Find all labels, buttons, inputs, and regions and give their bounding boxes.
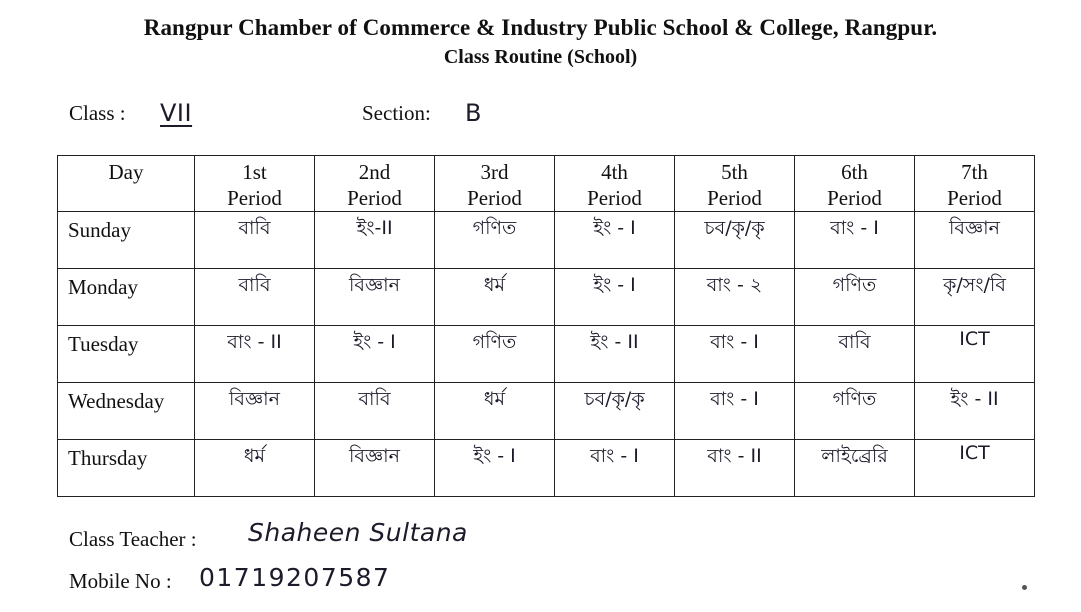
period-cell: ইং - II: [915, 383, 1035, 440]
section-label: Section:: [362, 101, 431, 125]
class-teacher-label: Class Teacher :: [69, 527, 197, 551]
day-cell: Wednesday: [58, 383, 195, 440]
period-cell: বাং - I: [675, 326, 795, 383]
period-cell: ICT: [915, 440, 1035, 497]
period-cell: গণিত: [435, 326, 555, 383]
column-header-line2: Period: [227, 186, 282, 210]
column-header-period-1: [195, 156, 315, 212]
column-header-line2: Period: [827, 186, 882, 210]
column-header-line1: 3rd: [480, 160, 509, 184]
column-header-line1: 2nd: [358, 160, 391, 184]
column-header-line1: 6th: [841, 160, 868, 184]
day-cell: Sunday: [58, 212, 195, 269]
period-cell: বাং - I: [675, 383, 795, 440]
period-cell: ধর্ম: [195, 440, 315, 497]
column-header-line1: Day: [108, 160, 144, 184]
column-header-period-2: [315, 156, 435, 212]
period-cell: গণিত: [435, 212, 555, 269]
routine-table: [57, 155, 1035, 497]
period-cell: গণিত: [795, 383, 915, 440]
period-cell: বাবি: [195, 212, 315, 269]
period-cell: ICT: [915, 326, 1035, 383]
table-row: [58, 383, 1035, 440]
table-row: [58, 212, 1035, 269]
period-cell: বাং - I: [795, 212, 915, 269]
column-header-line1: 5th: [721, 160, 748, 184]
column-header-period-6: [795, 156, 915, 212]
column-header-period-3: [435, 156, 555, 212]
period-cell: ইং - II: [555, 326, 675, 383]
period-cell: বিজ্ঞান: [915, 212, 1035, 269]
column-header-line2: Period: [707, 186, 762, 210]
column-header-line1: 1st: [242, 160, 267, 184]
period-cell: ইং - I: [435, 440, 555, 497]
period-cell: গণিত: [795, 269, 915, 326]
period-cell: ইং-II: [315, 212, 435, 269]
period-cell: চব/কৃ/কৃ: [555, 383, 675, 440]
column-header-day: [58, 156, 195, 212]
period-cell: বাবি: [795, 326, 915, 383]
class-value: VII: [160, 99, 193, 127]
scan-speck: [1022, 585, 1027, 590]
class-teacher-name: Shaheen Sultana: [248, 518, 468, 547]
class-label: Class :: [69, 101, 126, 125]
school-title: Rangpur Chamber of Commerce & Industry Public School & College, Rangpur.: [143, 15, 938, 40]
period-cell: বাং - ২: [675, 269, 795, 326]
column-header-line2: Period: [947, 186, 1002, 210]
period-cell: ইং - I: [315, 326, 435, 383]
period-cell: ইং - I: [555, 269, 675, 326]
mobile-number: 01719207587: [199, 563, 391, 592]
period-cell: বিজ্ঞান: [315, 269, 435, 326]
day-cell: Thursday: [58, 440, 195, 497]
period-cell: ইং - I: [555, 212, 675, 269]
day-cell: Monday: [58, 269, 195, 326]
mobile-label: Mobile No :: [69, 569, 172, 593]
column-header-period-5: [675, 156, 795, 212]
period-cell: বিজ্ঞান: [195, 383, 315, 440]
day-cell: Tuesday: [58, 326, 195, 383]
column-header-line2: Period: [467, 186, 522, 210]
section-value: B: [465, 99, 482, 127]
column-header-period-7: [915, 156, 1035, 212]
period-cell: ধর্ম: [435, 269, 555, 326]
routine-subtitle: Class Routine (School): [443, 46, 638, 68]
table-row: [58, 269, 1035, 326]
table-header-row: [58, 156, 1035, 212]
table-row: [58, 326, 1035, 383]
column-header-line2: Period: [347, 186, 402, 210]
period-cell: লাইব্রেরি: [795, 440, 915, 497]
column-header-line1: 4th: [601, 160, 628, 184]
period-cell: বাবি: [195, 269, 315, 326]
column-header-line2: Period: [587, 186, 642, 210]
column-header-line1: 7th: [961, 160, 988, 184]
column-header-period-4: [555, 156, 675, 212]
period-cell: বাবি: [315, 383, 435, 440]
period-cell: চব/কৃ/কৃ: [675, 212, 795, 269]
period-cell: বাং - II: [675, 440, 795, 497]
period-cell: বাং - II: [195, 326, 315, 383]
period-cell: বাং - I: [555, 440, 675, 497]
table-row: [58, 440, 1035, 497]
period-cell: কৃ/সং/বি: [915, 269, 1035, 326]
period-cell: বিজ্ঞান: [315, 440, 435, 497]
period-cell: ধর্ম: [435, 383, 555, 440]
